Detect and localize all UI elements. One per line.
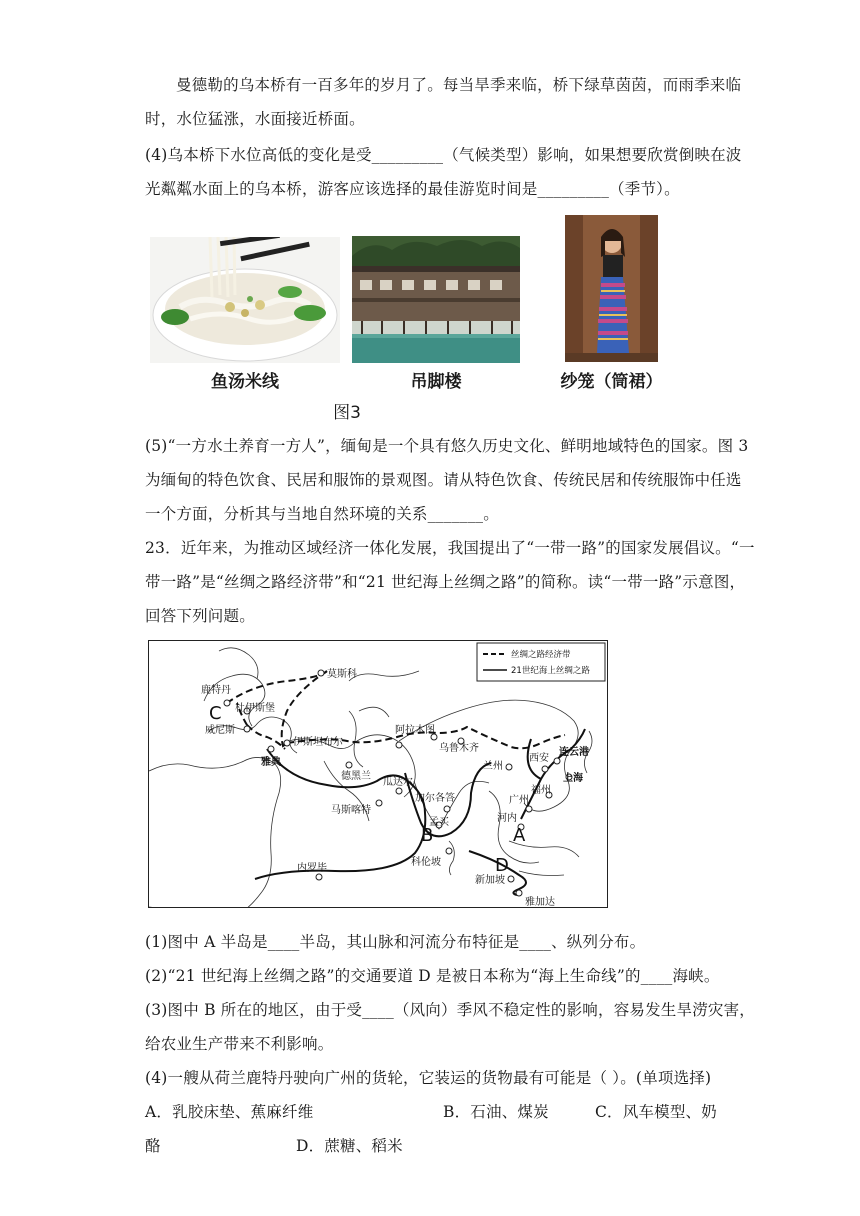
question-5-line-3: 一个方面，分析其与当地自然环境的关系_______。 (145, 505, 499, 523)
city-xinjiapo: 新加坡 (475, 875, 505, 886)
city-lanzhou: 兰州 (483, 761, 503, 772)
city-mosike: 莫斯科 (327, 669, 357, 680)
passage-line-2: 时，水位猛涨，水面接近桥面。 (145, 110, 365, 128)
city-yajiada: 雅加达 (525, 897, 555, 907)
fish-noodle-caption: 鱼汤米线 (211, 372, 279, 392)
city-dujiabao: 杜伊斯堡 (235, 703, 275, 714)
city-mengmai: 孟买 (429, 817, 449, 828)
region-letters (209, 703, 526, 876)
city-neiluobi: 内罗毕 (297, 863, 327, 874)
land-route-moscow (282, 671, 327, 746)
city-henei: 河内 (497, 813, 517, 824)
city-jiaergeda: 加尔各答 (415, 793, 455, 804)
city-kelunpo: 科伦坡 (411, 857, 441, 868)
letter-d: D (495, 855, 509, 876)
city-yadian: 雅典 (261, 757, 281, 768)
passage-line-1: 曼德勒的乌本桥有一百多年的岁月了。每当旱季来临，桥下绿草茵茵，而雨季来临 (176, 76, 742, 94)
letter-c: C (209, 703, 222, 724)
city-weinisi: 威尼斯 (205, 725, 235, 736)
belt-and-road-map (148, 640, 608, 908)
city-xian: 西安 (529, 753, 549, 764)
option-a[interactable]: A．乳胶床垫、蕉麻纤维 (145, 1103, 314, 1121)
longyi-skirt-photo (565, 215, 658, 362)
map-legend (477, 643, 605, 681)
question-5-line-1: (5)“一方水土养育一方人”，缅甸是一个具有悠久历史文化、鲜明地域特色的国家。图 3 (145, 437, 749, 455)
subquestion-3-line-2: 给农业生产带来不利影响。 (145, 1035, 334, 1053)
land-route-north (227, 671, 327, 703)
legend-sea-route: 21世纪海上丝绸之路 (511, 666, 590, 676)
stilt-house-caption: 吊脚楼 (410, 372, 462, 392)
letter-a: A (513, 825, 526, 846)
question-23-line-1: 23．近年来，为推动区域经济一体化发展，我国提出了“一带一路”的国家发展倡议。“一 (145, 539, 755, 557)
city-alamutu: 阿拉木图 (395, 725, 435, 736)
legend-land-route: 丝绸之路经济带 (511, 650, 571, 660)
city-shanghai: 上海 (563, 773, 583, 784)
city-wulumuqi: 乌鲁木齐 (439, 743, 479, 754)
city-yisitanbuer: 伊斯坦布尔 (293, 737, 343, 748)
option-c[interactable]: C．风车模型、奶 (595, 1103, 717, 1121)
option-b[interactable]: B．石油、煤炭 (443, 1103, 549, 1121)
figure-3-label: 图3 (333, 403, 361, 423)
subquestion-1: (1)图中 A 半岛是____半岛，其山脉和河流分布特征是____、纵列分布。 (145, 933, 646, 951)
subquestion-3-line-1: (3)图中 B 所在的地区，由于受____（风向）季风不稳定性的影响，容易发生旱涝灾害， (145, 1001, 756, 1019)
city-gualdaer: 瓜达尔 (383, 777, 413, 788)
city-lianyungang: 连云港 (559, 747, 589, 758)
city-masikate: 马斯喀特 (331, 805, 371, 816)
stilt-house-photo (352, 236, 520, 363)
letter-b: B (421, 825, 434, 846)
city-guangzhou: 广州 (509, 795, 529, 806)
longyi-skirt-caption: 纱笼（筒裙） (560, 372, 663, 392)
question-5-line-2: 为缅甸的特色饮食、民居和服饰的景观图。请从特色饮食、传统民居和传统服饰中任选 (145, 471, 742, 489)
option-c-continued: 酪 (145, 1137, 161, 1155)
question-23-line-2: 带一路”是“丝绸之路经济带”和“21 世纪海上丝绸之路”的简称。读“一带一路”示意图， (145, 573, 746, 591)
city-lutedan: 鹿特丹 (201, 685, 231, 696)
subquestion-4: (4)一艘从荷兰鹿特丹驶向广州的货轮，它装运的货物最有可能是（ ）。(单项选择) (145, 1069, 712, 1087)
city-fuzhou: 福州 (531, 785, 551, 796)
question-4-line-2: 光粼粼水面上的乌本桥，游客应该选择的最佳游览时间是_________（季节）。 (145, 180, 680, 198)
city-deheilan: 德黑兰 (341, 771, 371, 782)
subquestion-2: (2)“21 世纪海上丝绸之路”的交通要道 D 是被日本称为“海上生命线”的____海峡。 (145, 967, 720, 985)
city-labels (201, 667, 589, 907)
question-4-line-1: (4)乌本桥下水位高低的变化是受_________（气候类型）影响，如果想要欣赏倒映在波 (145, 146, 742, 164)
question-23-line-3: 回答下列问题。 (145, 607, 255, 625)
fish-noodle-photo (150, 237, 340, 363)
option-d[interactable]: D．蔗糖、稻米 (296, 1137, 403, 1155)
